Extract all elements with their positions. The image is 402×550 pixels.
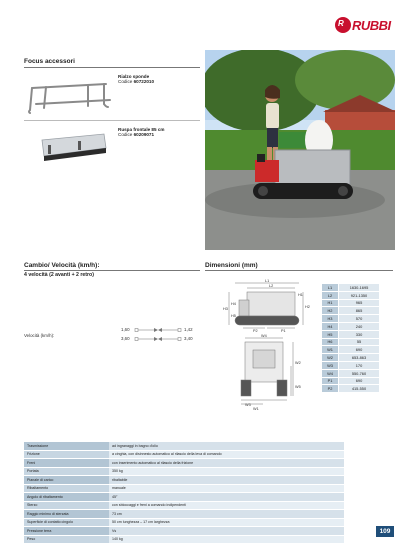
accessory-2-code: Codice 60209071 (118, 132, 155, 137)
dimension-value: 1630-1695 (339, 284, 380, 292)
gear-arrows-diagram (134, 327, 182, 343)
dimension-key: H2 (322, 307, 339, 315)
speeds-subtitle: 4 velocità (2 avanti + 2 retro) (24, 272, 94, 278)
spec-label: Angolo di ribaltamento (24, 493, 109, 502)
accessory-2-name: Ruspa frontale 85 cm (118, 127, 165, 132)
dim-label: H5 (231, 314, 236, 318)
dim-label: W4 (261, 334, 267, 338)
spec-value: 73 cm (109, 510, 344, 519)
dimension-row (322, 385, 380, 393)
dimension-row (322, 354, 380, 362)
spec-label: Ribaltamento (24, 484, 109, 493)
logo-emblem: R (335, 17, 351, 33)
spec-value: 50 cm lunghezza – 17 cm larghezza (109, 518, 344, 527)
dimension-value: 55 (339, 338, 380, 346)
dimension-value: 921-1350 (339, 291, 380, 299)
spec-row (24, 527, 344, 536)
dimension-key: H4 (322, 322, 339, 330)
specs-table (24, 442, 344, 544)
spec-row (24, 450, 344, 459)
dim-label: W3 (245, 403, 251, 407)
dimension-row (322, 338, 380, 346)
speed-fwd-1: 1,60 (121, 327, 130, 332)
dim-label: W2 (295, 361, 301, 365)
dimension-value: 690 (339, 377, 380, 385)
speed-rev-2: 3,40 (184, 336, 193, 341)
spec-label: Pianale di carico (24, 476, 109, 485)
accessory-1-name: Rialzo sponde (118, 74, 150, 79)
dimension-key: P2 (322, 385, 339, 393)
dimension-key: W3 (322, 361, 339, 369)
dim-label: L2 (269, 284, 274, 288)
dimension-key: H5 (322, 330, 339, 338)
spec-value: 45° (109, 493, 344, 502)
speeds-rule (24, 270, 200, 271)
dimension-value: 170 (339, 361, 380, 369)
accessory-1-code: Codice 60722010 (118, 79, 155, 84)
side-extension-image (26, 74, 114, 114)
dimension-key: H1 (322, 299, 339, 307)
dimension-key: W2 (322, 354, 339, 362)
spec-row (24, 493, 344, 502)
dimension-key: P1 (322, 377, 339, 385)
spec-value: ribaltabile (109, 476, 344, 485)
dimension-value: 330 (339, 330, 380, 338)
dimension-row (322, 307, 380, 315)
product-photo (205, 50, 395, 250)
dimension-row (322, 346, 380, 354)
dimension-row (322, 330, 380, 338)
spec-label: Raggio minimo di sterzata (24, 510, 109, 519)
spec-value: ad ingranaggi in bagno d'olio (109, 442, 344, 450)
accessories-rule (24, 67, 200, 68)
dimension-key: H6 (322, 338, 339, 346)
dimension-key: L2 (322, 291, 339, 299)
spec-value: 350 kg (109, 467, 344, 476)
spec-label: Freni (24, 459, 109, 468)
accessory-1 (118, 74, 154, 84)
dimension-key: L1 (322, 284, 339, 292)
dimension-value: 653-863 (339, 354, 380, 362)
speed-fwd-2: 3,60 (121, 336, 130, 341)
dim-label: W5 (295, 385, 301, 389)
dimension-diagram (205, 276, 317, 416)
spec-row (24, 510, 344, 519)
dimensions-title: Dimensioni (mm) (205, 262, 258, 269)
dimension-row (322, 369, 380, 377)
spec-row (24, 501, 344, 510)
dimension-key: H3 (322, 315, 339, 323)
dimension-row (322, 361, 380, 369)
speeds-title: Cambio/ Velocità (km/h): (24, 262, 100, 269)
dimension-row (322, 284, 380, 292)
spec-label: Superficie di contatto cingolo (24, 518, 109, 527)
dim-label: W1 (253, 407, 259, 411)
dimension-key: W4 (322, 369, 339, 377)
accessories-divider (24, 120, 200, 121)
spec-row (24, 442, 344, 450)
spec-value: con inserimento automatico al rilascio della frizione (109, 459, 344, 468)
spec-label: Pressione terra (24, 527, 109, 536)
spec-row (24, 518, 344, 527)
dimension-value: 240 (339, 322, 380, 330)
spec-value: a cinghia, con disinnesto automatico al rilascio della leva di comando (109, 450, 344, 459)
speed-label: Velocità (km/h): (24, 333, 55, 338)
dimension-value: 965 (339, 299, 380, 307)
accessory-2 (118, 127, 164, 137)
spec-row (24, 467, 344, 476)
dimension-value: 570 (339, 315, 380, 323)
spec-label: Portata (24, 467, 109, 476)
spec-value: con sbloccaggi e freni a comando indipendenti (109, 501, 344, 510)
dimensions-rule (205, 270, 393, 271)
spec-value: 140 kg (109, 535, 344, 544)
spec-value: manuale (109, 484, 344, 493)
dimension-row (322, 377, 380, 385)
spec-row (24, 535, 344, 544)
spec-label: Sterzo (24, 501, 109, 510)
dimension-value: 415-550 (339, 385, 380, 393)
spec-label: Peso (24, 535, 109, 544)
dim-label: H1 (298, 293, 303, 297)
logo-wordmark: RUBBI (352, 18, 391, 33)
dimensions-table (321, 283, 380, 393)
brand-logo (335, 15, 393, 35)
dimension-key: W1 (322, 346, 339, 354)
spec-row (24, 459, 344, 468)
front-blade-image (38, 132, 110, 170)
dimension-row (322, 291, 380, 299)
dim-label: P1 (281, 329, 286, 333)
dimension-value: 690 (339, 346, 380, 354)
dim-label: H3 (223, 307, 228, 311)
dimension-row (322, 322, 380, 330)
accessories-title: Focus accessori (24, 58, 75, 65)
spec-value: Vs (109, 527, 344, 536)
spec-label: Trasmissione (24, 442, 109, 450)
dim-label: H2 (305, 305, 310, 309)
page-number: 109 (376, 526, 394, 537)
spec-row (24, 476, 344, 485)
dimension-row (322, 299, 380, 307)
spec-row (24, 484, 344, 493)
dim-label: P2 (253, 329, 258, 333)
speed-rev-1: 1,42 (184, 327, 193, 332)
dim-label: H4 (231, 302, 236, 306)
dimension-row (322, 315, 380, 323)
dim-label: L1 (265, 279, 270, 283)
dimension-value: 550-760 (339, 369, 380, 377)
dimension-value: 865 (339, 307, 380, 315)
spec-label: Frizione (24, 450, 109, 459)
